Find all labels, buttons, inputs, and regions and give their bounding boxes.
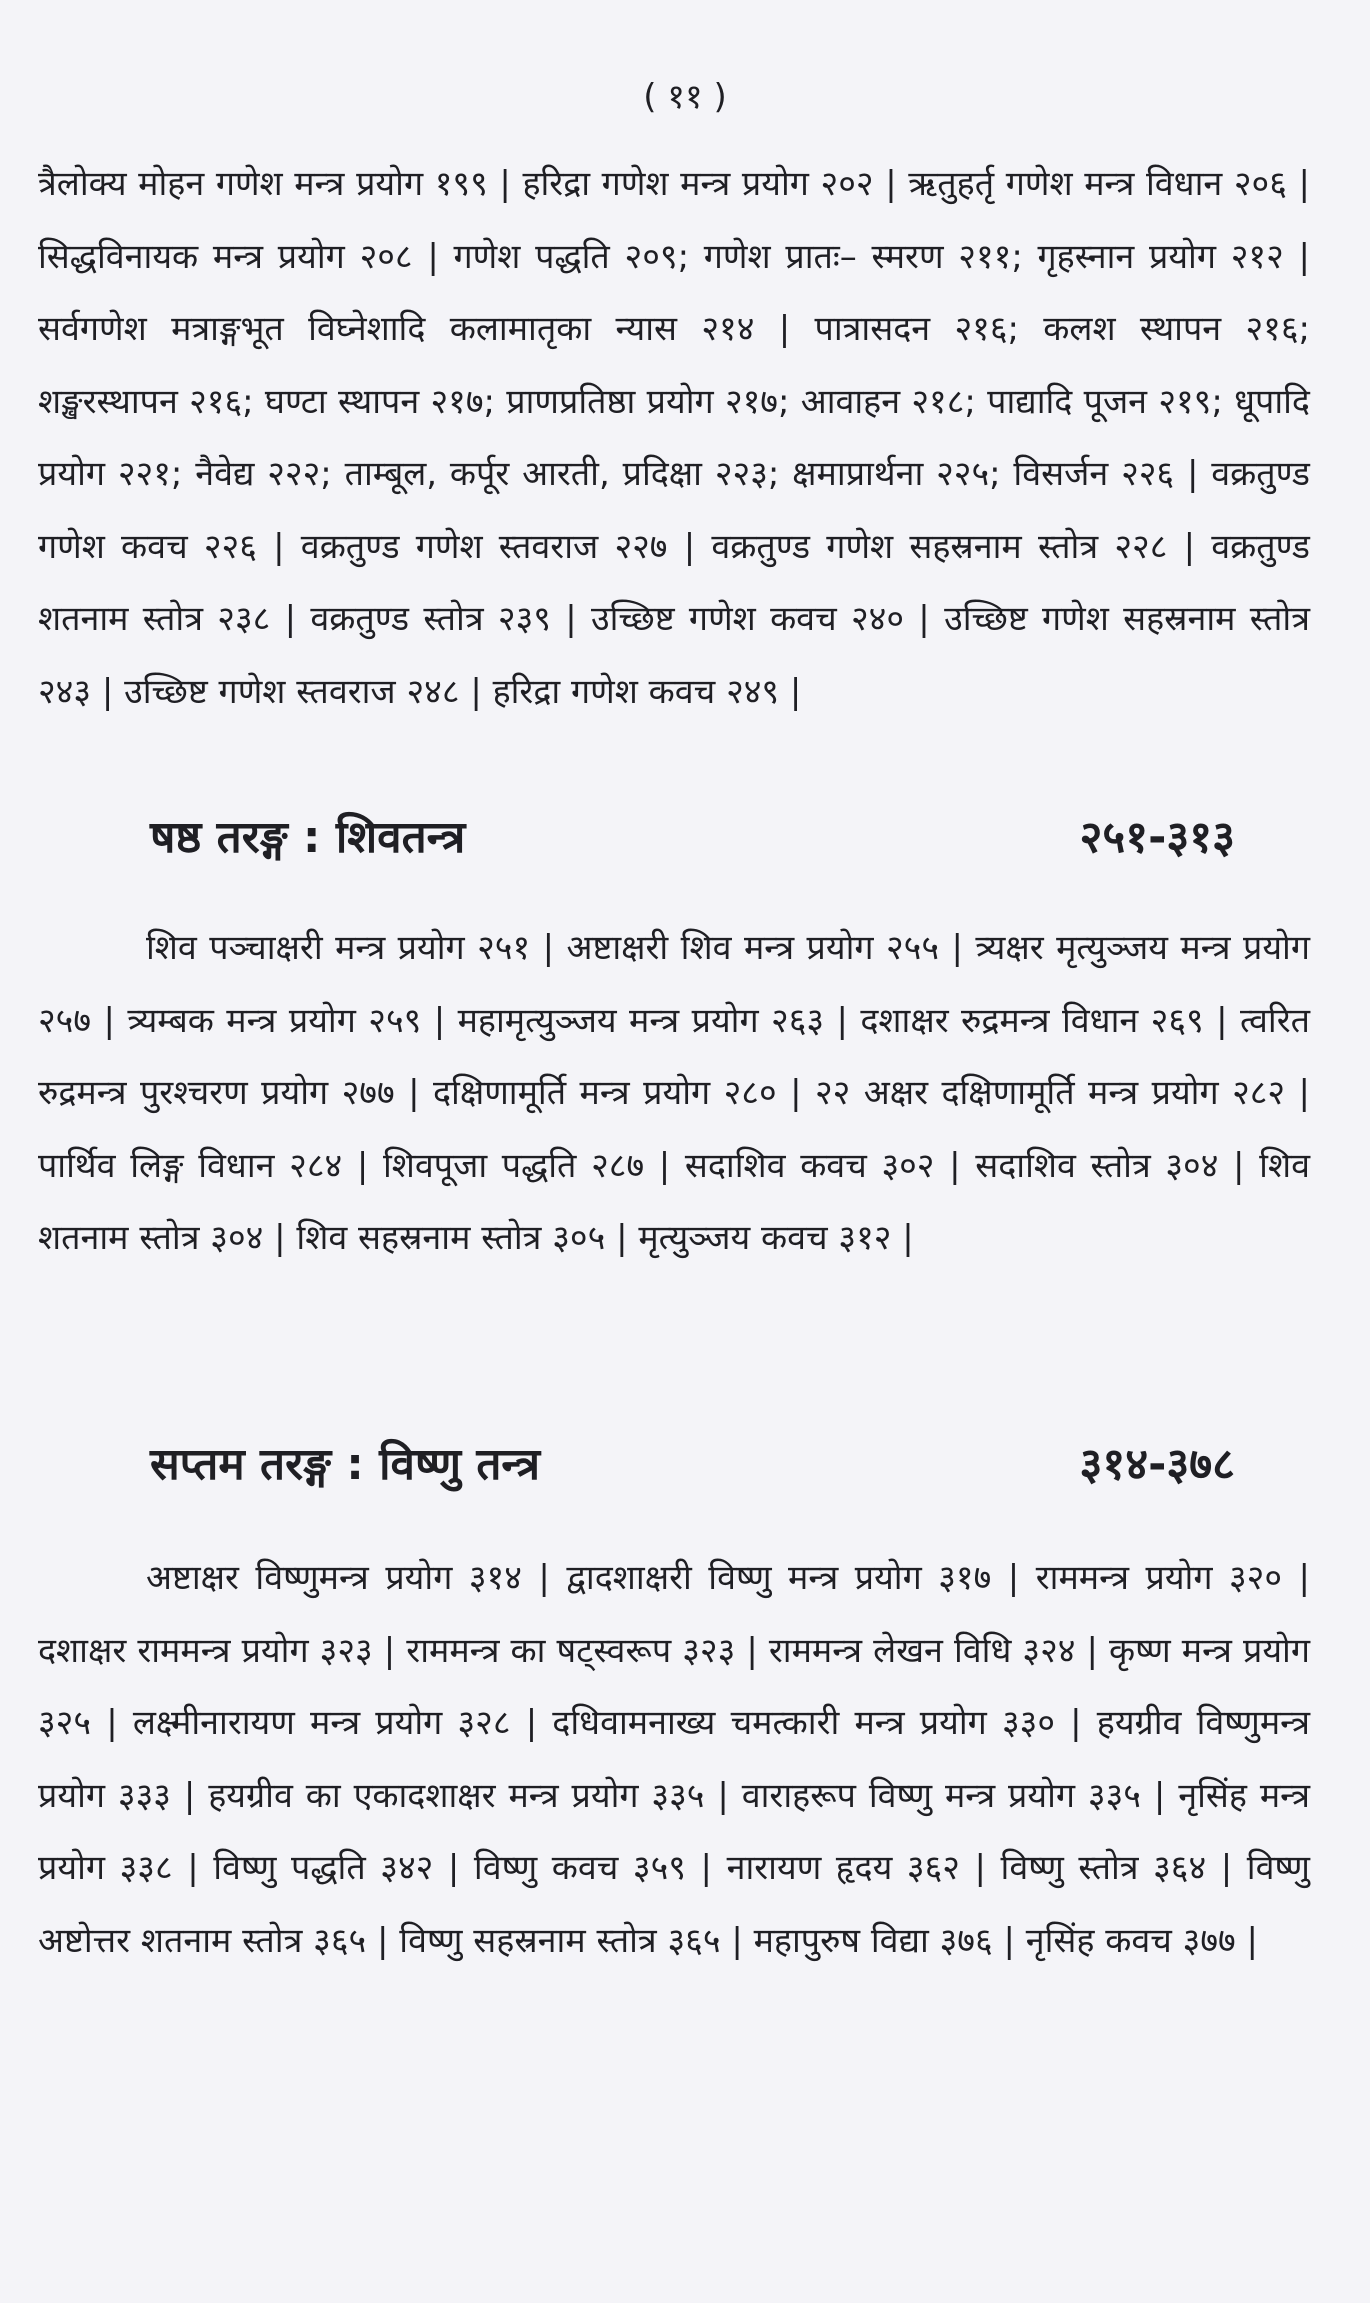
section-6-title: षष्ठ तरङ्ग : शिवतन्त्र [150, 812, 466, 863]
page-number: ( ११ ) [643, 77, 727, 117]
section-7-paragraph: अष्टाक्षर विष्णुमन्त्र प्रयोग ३१४ | द्वादशाक्षरी विष्णु मन्त्र प्रयोग ३१७ | राममन्त्र प्रयोग ३२० | दशाक्षर राममन्त्र प्रयोग ३२३ | राममन्त्र का षट्स्वरूप ३२३ | राममन्त्र लेखन विधि ३२४ | कृष्ण मन्त्र प्रयोग ३२५ | लक्ष्मीनारायण मन्त्र प्रयोग ३२८ | दधिवामनाख्य चमत्कारी मन्त्र प्रयोग ३३० | हयग्रीव विष्णुमन्त्र प्रयोग ३३३ | हयग्रीव का एकादशाक्षर मन्त्र प्रयोग ३३५ | वाराहरूप विष्णु मन्त्र प्रयोग ३३५ | नृसिंह मन्त्र प्रयोग ३३८ | विष्णु पद्धति ३४२ | विष्णु कवच ३५९ | नारायण हृदय ३६२ | विष्णु स्तोत्र ३६४ | विष्णु अष्टोत्तर शतनाम स्तोत्र ३६५ | विष्णु सहस्रनाम स्तोत्र ३६५ | महापुरुष विद्या ३७६ | नृसिंह कवच ३७७ | [38, 1558, 1310, 1961]
section-6-heading [150, 805, 1235, 865]
section-7-heading [150, 1432, 1235, 1492]
section-7-title: सप्तम तरङ्ग : विष्णु तन्त्र [150, 1439, 540, 1490]
section-6-paragraph: शिव पञ्चाक्षरी मन्त्र प्रयोग २५१ | अष्टाक्षरी शिव मन्त्र प्रयोग २५५ | त्र्यक्षर मृत्युञ्जय मन्त्र प्रयोग २५७ | त्र्यम्बक मन्त्र प्रयोग २५९ | महामृत्युञ्जय मन्त्र प्रयोग २६३ | दशाक्षर रुद्रमन्त्र विधान २६९ | त्वरित रुद्रमन्त्र पुरश्चरण प्रयोग २७७ | दक्षिणामूर्ति मन्त्र प्रयोग २८० | २२ अक्षर दक्षिणामूर्ति मन्त्र प्रयोग २८२ | पार्थिव लिङ्ग विधान २८४ | शिवपूजा पद्धति २८७ | सदाशिव कवच ३०२ | सदाशिव स्तोत्र ३०४ | शिव शतनाम स्तोत्र ३०४ | शिव सहस्रनाम स्तोत्र ३०५ | मृत्युञ्जय कवच ३१२ | [38, 928, 1310, 1258]
section-6-pages: २५१-३१३ [1079, 812, 1235, 863]
intro-paragraph: त्रैलोक्य मोहन गणेश मन्त्र प्रयोग १९९ | हरिद्रा गणेश मन्त्र प्रयोग २०२ | ऋतुहर्तृ गणेश मन्त्र विधान २०६ | सिद्धविनायक मन्त्र प्रयोग २०८ | गणेश पद्धति २०९; गणेश प्रातः– स्मरण २११; गृहस्नान प्रयोग २१२ | सर्वगणेश मत्राङ्गभूत विघ्नेशादि कलामातृका न्यास २१४ | पात्रासदन २१६; कलश स्थापन २१६; शङ्खरस्थापन २१६; घण्टा स्थापन २१७; प्राणप्रतिष्ठा प्रयोग २१७; आवाहन २१८; पाद्यादि पूजन २१९; धूपादि प्रयोग २२१; नैवेद्य २२२; ताम्बूल, कर्पूर आरती, प्रदिक्षा २२३; क्षमाप्रार्थना २२५; विसर्जन २२६ | वक्रतुण्ड गणेश कवच २२६ | वक्रतुण्ड गणेश स्तवराज २२७ | वक्रतुण्ड गणेश सहस्रनाम स्तोत्र २२८ | वक्रतुण्ड शतनाम स्तोत्र २३८ | वक्रतुण्ड स्तोत्र २३९ | उच्छिष्ट गणेश कवच २४० | उच्छिष्ट गणेश सहस्रनाम स्तोत्र २४३ | उच्छिष्ट गणेश स्तवराज २४८ | हरिद्रा गणेश कवच २४९ | [38, 164, 1310, 712]
section-7-pages: ३१४-३७८ [1079, 1439, 1235, 1490]
